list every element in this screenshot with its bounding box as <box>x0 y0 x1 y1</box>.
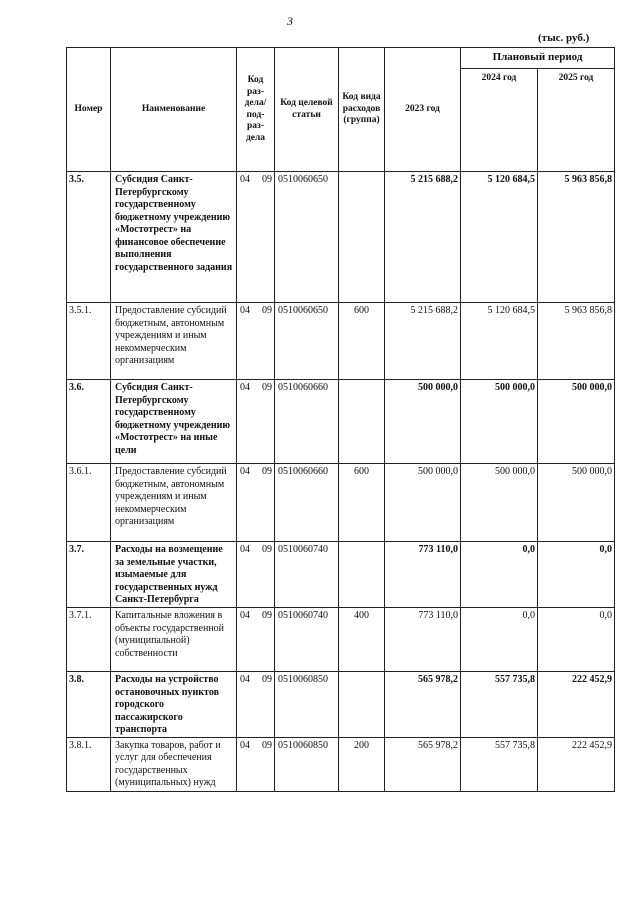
header-planned-period: Плановый период <box>461 48 615 69</box>
row-target-code: 0510060850 <box>275 737 339 791</box>
row-section-code <box>237 542 275 608</box>
section-code: 04 <box>240 382 250 393</box>
row-number: 3.7.1. <box>67 608 111 672</box>
table-row <box>67 172 615 303</box>
section-code: 04 <box>240 174 250 185</box>
header-2023: 2023 год <box>385 48 461 172</box>
row-target-code: 0510060850 <box>275 672 339 738</box>
row-amount-2025: 500 000,0 <box>538 464 615 542</box>
row-section-code <box>237 172 275 303</box>
row-number: 3.8.1. <box>67 737 111 791</box>
row-number: 3.7. <box>67 542 111 608</box>
subsection-code: 09 <box>262 305 272 316</box>
header-2025: 2025 год <box>538 69 615 172</box>
row-section-code <box>237 303 275 380</box>
page-number: 3 <box>287 14 293 28</box>
row-number: 3.8. <box>67 672 111 738</box>
row-amount-2023: 500 000,0 <box>385 464 461 542</box>
row-name: Закупка товаров, работ и услуг для обеспечения государственных (муниципальных) нужд <box>111 737 237 791</box>
subsection-code: 09 <box>262 739 272 751</box>
header-target: Код целевой статьи <box>275 48 339 172</box>
row-amount-2023: 773 110,0 <box>385 542 461 608</box>
row-name: Капитальные вложения в объекты государственной (муниципальной) собственности <box>111 608 237 672</box>
row-name: Предоставление субсидий бюджетным, автономным учреждениям и иным некоммерческим организациям <box>111 464 237 542</box>
table-row <box>67 608 615 672</box>
row-target-code: 0510060660 <box>275 464 339 542</box>
table-row <box>67 672 615 738</box>
table-body <box>67 172 615 792</box>
row-amount-2023: 773 110,0 <box>385 608 461 672</box>
row-amount-2023: 565 978,2 <box>385 737 461 791</box>
row-number: 3.5. <box>67 172 111 303</box>
row-amount-2023: 5 215 688,2 <box>385 303 461 380</box>
section-code: 04 <box>240 674 250 685</box>
row-amount-2024: 557 735,8 <box>461 672 538 738</box>
header-name: Наименование <box>111 48 237 172</box>
subsection-code: 09 <box>262 466 272 477</box>
row-number: 3.5.1. <box>67 303 111 380</box>
subsection-code: 09 <box>262 674 272 685</box>
row-target-code: 0510060740 <box>275 608 339 672</box>
row-amount-2024: 500 000,0 <box>461 464 538 542</box>
row-amount-2025: 5 963 856,8 <box>538 303 615 380</box>
row-name: Расходы на устройство остановочных пунктов городского пассажирского транспорта <box>111 672 237 738</box>
row-amount-2025: 0,0 <box>538 608 615 672</box>
section-code: 04 <box>240 610 250 621</box>
budget-table <box>66 47 615 792</box>
row-amount-2023: 500 000,0 <box>385 380 461 464</box>
row-target-code: 0510060650 <box>275 303 339 380</box>
row-expense-code <box>339 380 385 464</box>
row-target-code: 0510060740 <box>275 542 339 608</box>
units-label: (тыс. руб.) <box>538 32 590 44</box>
section-code: 04 <box>240 305 250 316</box>
row-name: Предоставление субсидий бюджетным, автономным учреждениям и иным некоммерческим организациям <box>111 303 237 380</box>
row-section-code <box>237 672 275 738</box>
row-amount-2025: 0,0 <box>538 542 615 608</box>
row-section-code <box>237 608 275 672</box>
row-amount-2025: 222 452,9 <box>538 672 615 738</box>
header-expense: Код вида расходов (группа) <box>339 48 385 172</box>
row-target-code: 0510060660 <box>275 380 339 464</box>
row-number: 3.6. <box>67 380 111 464</box>
table-row <box>67 542 615 608</box>
section-code: 04 <box>240 466 250 477</box>
row-expense-code <box>339 672 385 738</box>
section-code: 04 <box>240 544 250 555</box>
row-amount-2025: 5 963 856,8 <box>538 172 615 303</box>
row-target-code: 0510060650 <box>275 172 339 303</box>
subsection-code: 09 <box>262 544 272 555</box>
subsection-code: 09 <box>262 610 272 621</box>
row-amount-2024: 5 120 684,5 <box>461 172 538 303</box>
row-name: Субсидия Санкт-Петербургскому государственному бюджетному учреждению «Мостотрест» на финансовое обеспечение выполнения государственного задания <box>111 172 237 303</box>
header-section: Код раз- дела/ под- раз- дела <box>237 48 275 172</box>
row-expense-code: 600 <box>339 464 385 542</box>
table-row <box>67 464 615 542</box>
row-section-code <box>237 380 275 464</box>
header-number: Номер <box>67 48 111 172</box>
header-2024: 2024 год <box>461 69 538 172</box>
table-row <box>67 380 615 464</box>
subsection-code: 09 <box>262 382 272 393</box>
row-section-code <box>237 464 275 542</box>
section-code: 04 <box>240 739 250 751</box>
row-amount-2024: 5 120 684,5 <box>461 303 538 380</box>
row-number: 3.6.1. <box>67 464 111 542</box>
row-amount-2024: 500 000,0 <box>461 380 538 464</box>
row-name: Субсидия Санкт-Петербургскому государственному бюджетному учреждению «Мостотрест» на иные цели <box>111 380 237 464</box>
row-expense-code: 400 <box>339 608 385 672</box>
row-amount-2023: 5 215 688,2 <box>385 172 461 303</box>
row-expense-code: 600 <box>339 303 385 380</box>
row-amount-2024: 557 735,8 <box>461 737 538 791</box>
row-amount-2025: 222 452,9 <box>538 737 615 791</box>
row-expense-code: 200 <box>339 737 385 791</box>
row-section-code <box>237 737 275 791</box>
row-amount-2024: 0,0 <box>461 608 538 672</box>
row-amount-2023: 565 978,2 <box>385 672 461 738</box>
row-name: Расходы на возмещение за земельные участки, изымаемые для государственных нужд Санкт-Петербурга <box>111 542 237 608</box>
row-amount-2025: 500 000,0 <box>538 380 615 464</box>
row-amount-2024: 0,0 <box>461 542 538 608</box>
row-expense-code <box>339 172 385 303</box>
subsection-code: 09 <box>262 174 272 185</box>
row-expense-code <box>339 542 385 608</box>
table-row <box>67 737 615 791</box>
table-row <box>67 303 615 380</box>
